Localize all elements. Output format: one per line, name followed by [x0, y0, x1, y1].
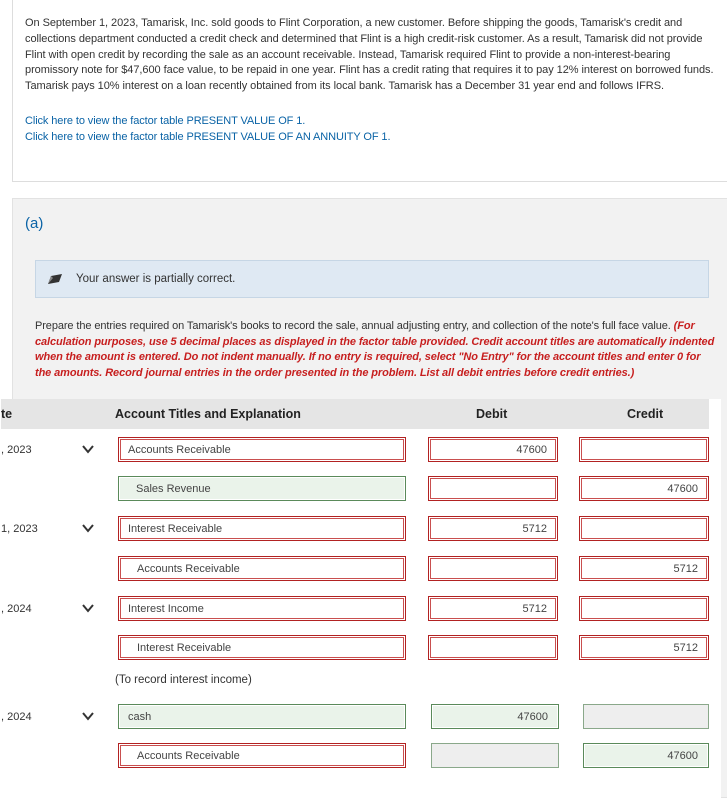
date-select[interactable]: [1, 519, 101, 539]
credit-input[interactable]: [579, 437, 709, 462]
chevron-down-icon: [82, 710, 94, 722]
account-input[interactable]: Interest Receivable: [118, 516, 406, 541]
debit-input[interactable]: [428, 476, 558, 501]
account-input[interactable]: Accounts Receivable: [118, 556, 406, 581]
debit-input[interactable]: 47600: [431, 704, 559, 729]
entry-memo: (To record interest income): [115, 674, 252, 686]
instructions-plain: Prepare the entries required on Tamarisk's books to record the sale, annual adjusting entry, and collection of the note's full face value.: [35, 320, 674, 332]
debit-input[interactable]: [428, 556, 558, 581]
journal-table: [1, 399, 721, 799]
chevron-down-icon: [82, 602, 94, 614]
credit-input[interactable]: 47600: [579, 476, 709, 501]
feedback-text: Your answer is partially correct.: [76, 273, 236, 285]
header-credit: Credit: [627, 407, 664, 421]
header-account: Account Titles and Explanation: [115, 407, 301, 421]
pv-of-1-link[interactable]: Click here to view the factor table PRESENT VALUE OF 1.: [25, 114, 306, 127]
date-select[interactable]: [1, 440, 101, 460]
debit-input[interactable]: 47600: [428, 437, 558, 462]
credit-input[interactable]: [579, 516, 709, 541]
credit-input[interactable]: 5712: [579, 635, 709, 660]
table-header: [1, 399, 709, 429]
date-value: , 2023: [1, 444, 32, 456]
account-input[interactable]: Sales Revenue: [118, 476, 406, 501]
chevron-down-icon: [82, 443, 94, 455]
part-a-card: [1, 198, 727, 798]
credit-input[interactable]: 47600: [583, 743, 709, 768]
date-value: 1, 2023: [1, 523, 38, 535]
credit-input[interactable]: [579, 596, 709, 621]
chevron-down-icon: [82, 522, 94, 534]
pv-annuity-link[interactable]: Click here to view the factor table PRESENT VALUE OF AN ANNUITY OF 1.: [25, 130, 391, 143]
feedback-banner: [35, 260, 709, 298]
credit-input[interactable]: 5712: [579, 556, 709, 581]
instructions-red: (For calculation purposes, use 5 decimal places as displayed in the factor table provided. Credit account titles are automatically indented when the amount is entered. Do not indent manually. If no entry is required, select "No Entry" for the account titles and enter 0 for the amounts. Record journal entries in the order presented in the problem. List all debit entries before credit entries.): [35, 320, 715, 379]
problem-card: [12, 0, 727, 182]
credit-input[interactable]: [583, 704, 709, 729]
debit-input[interactable]: [428, 635, 558, 660]
instructions: [35, 319, 715, 381]
debit-input[interactable]: 5712: [428, 516, 558, 541]
pencil-icon: [46, 272, 64, 286]
debit-input[interactable]: 5712: [428, 596, 558, 621]
header-date: te: [1, 407, 13, 421]
part-label: (a): [25, 215, 44, 232]
debit-input[interactable]: [431, 743, 559, 768]
date-select[interactable]: [1, 707, 101, 727]
date-value: , 2024: [1, 603, 32, 615]
problem-text: On September 1, 2023, Tamarisk, Inc. sold goods to Flint Corporation, a new customer. Before shipping the goods, Tamarisk's credit and collections department conducted a credit check and determined that Flint is a high credit-risk customer. As a result, Tamarisk did not provide Flint with open credit by recording the sale as an account receivable. Instead, Tamarisk required Flint to provide a non-interest-bearing promissory note for $47,600 face value, to be repaid in one year. Flint has a credit rating that requires it to pay 12% interest on borrowed funds. Tamarisk pays 10% interest on a loan recently obtained from its local bank. Tamarisk has a December 31 year end and follows IFRS.: [25, 17, 714, 93]
account-input[interactable]: Accounts Receivable: [118, 743, 406, 768]
account-input[interactable]: Interest Receivable: [118, 635, 406, 660]
account-input[interactable]: cash: [118, 704, 406, 729]
account-input[interactable]: Accounts Receivable: [118, 437, 406, 462]
account-input[interactable]: Interest Income: [118, 596, 406, 621]
date-value: , 2024: [1, 711, 32, 723]
header-debit: Debit: [476, 407, 508, 421]
date-select[interactable]: [1, 599, 101, 619]
